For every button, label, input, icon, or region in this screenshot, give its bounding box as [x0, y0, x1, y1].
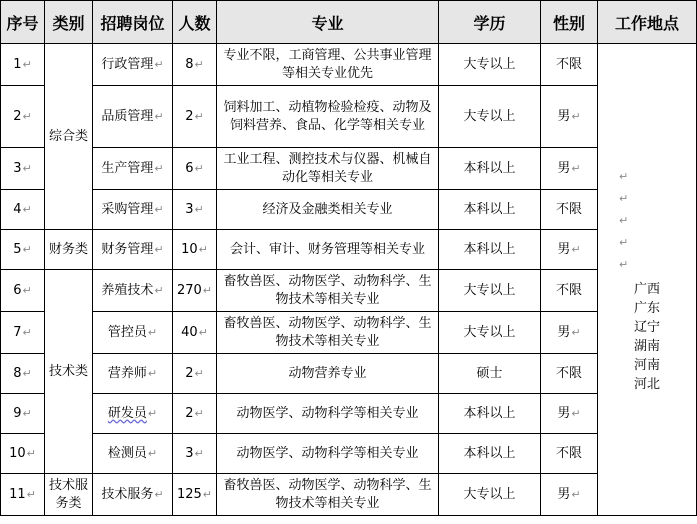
location-para-marks: ↵ ↵ ↵ ↵ ↵ [619, 169, 629, 271]
cell-education: 本科以上 [439, 394, 541, 434]
cell-position: 财务管理↵ [93, 230, 173, 270]
cell-seq: 11↵ [1, 474, 45, 516]
cell-gender: 男↵ [541, 86, 598, 148]
cell-gender: 男↵ [541, 312, 598, 354]
cell-gender: 男↵ [541, 394, 598, 434]
header-position: 招聘岗位 [93, 1, 173, 44]
cell-category-tech: 技术类 [45, 270, 93, 474]
cell-gender: 不限 [541, 270, 598, 312]
header-count: 人数 [173, 1, 217, 44]
cell-gender: 不限 [541, 434, 598, 474]
cell-major: 经济及金融类相关专业 [217, 190, 439, 230]
cell-count: 270↵ [173, 270, 217, 312]
cell-education: 本科以上 [439, 434, 541, 474]
location-item: 河北 [633, 376, 660, 392]
cell-location [598, 44, 697, 516]
location-item: 广东 [633, 300, 660, 316]
cell-position: 采购管理↵ [93, 190, 173, 230]
cell-count: 2↵ [173, 394, 217, 434]
cell-position: 检测员↵ [93, 434, 173, 474]
cell-education: 大专以上 [439, 44, 541, 86]
header-seq: 序号 [1, 1, 45, 44]
header-category: 类别 [45, 1, 93, 44]
cell-category-general: 综合类 [45, 44, 93, 230]
table-row [1, 434, 697, 474]
table-row [1, 394, 697, 434]
cell-category-finance: 财务类 [45, 230, 93, 270]
cell-major: 畜牧兽医、动物医学、动物科学、生物技术等相关专业 [217, 312, 439, 354]
cell-major: 会计、审计、财务管理等相关专业 [217, 230, 439, 270]
cell-count: 3↵ [173, 190, 217, 230]
cell-seq: 4↵ [1, 190, 45, 230]
cell-count: 2↵ [173, 86, 217, 148]
table-row [1, 44, 697, 86]
cell-count: 40↵ [173, 312, 217, 354]
cell-position: 生产管理↵ [93, 148, 173, 190]
cell-major: 动物医学、动物科学等相关专业 [217, 394, 439, 434]
cell-position: 养殖技术↵ [93, 270, 173, 312]
cell-major: 专业不限，工商管理、公共事业管理等相关专业优先 [217, 44, 439, 86]
cell-position: 技术服务↵ [93, 474, 173, 516]
cell-seq: 3↵ [1, 148, 45, 190]
location-item: 广西 [633, 281, 660, 297]
cell-count: 3↵ [173, 434, 217, 474]
cell-position: 品质管理↵ [93, 86, 173, 148]
header-location: 工作地点 [598, 1, 697, 44]
location-item: 河南 [633, 357, 660, 373]
table-row [1, 270, 697, 312]
cell-gender: 不限 [541, 190, 598, 230]
cell-gender: 男↵ [541, 230, 598, 270]
location-list [599, 276, 695, 394]
table-row [1, 148, 697, 190]
cell-seq: 7↵ [1, 312, 45, 354]
cell-seq: 5↵ [1, 230, 45, 270]
cell-count: 10↵ [173, 230, 217, 270]
cell-seq: 6↵ [1, 270, 45, 312]
cell-seq: 8↵ [1, 354, 45, 394]
cell-gender: 不限 [541, 44, 598, 86]
cell-major: 动物医学、动物科学等相关专业 [217, 434, 439, 474]
table-row [1, 86, 697, 148]
table-header-row [1, 1, 697, 44]
cell-seq: 9↵ [1, 394, 45, 434]
header-gender: 性别 [541, 1, 598, 44]
cell-education: 大专以上 [439, 86, 541, 148]
cell-category-tech-service: 技术服务类 [45, 474, 93, 516]
cell-position: 管控员↵ [93, 312, 173, 354]
cell-count: 6↵ [173, 148, 217, 190]
cell-position: 行政管理↵ [93, 44, 173, 86]
location-item: 湖南 [633, 338, 660, 354]
cell-education: 大专以上 [439, 312, 541, 354]
cell-major: 动物营养专业 [217, 354, 439, 394]
cell-major: 畜牧兽医、动物医学、动物科学、生物技术等相关专业 [217, 474, 439, 516]
table-row [1, 312, 697, 354]
header-education: 学历 [439, 1, 541, 44]
header-major: 专业 [217, 1, 439, 44]
cell-seq: 10↵ [1, 434, 45, 474]
cell-major: 饲料加工、动植物检验检疫、动物及饲料营养、食品、化学等相关专业 [217, 86, 439, 148]
table-row [1, 190, 697, 230]
cell-education: 大专以上 [439, 270, 541, 312]
table-row [1, 230, 697, 270]
location-item: 辽宁 [633, 319, 660, 335]
cell-education: 大专以上 [439, 474, 541, 516]
cell-education: 硕士 [439, 354, 541, 394]
cell-gender: 男↵ [541, 148, 598, 190]
cell-count: 2↵ [173, 354, 217, 394]
cell-position: 研发员↵ [93, 394, 173, 434]
table-row [1, 354, 697, 394]
cell-major: 畜牧兽医、动物医学、动物科学、生物技术等相关专业 [217, 270, 439, 312]
cell-education: 本科以上 [439, 230, 541, 270]
cell-seq: 2↵ [1, 86, 45, 148]
cell-gender: 不限 [541, 354, 598, 394]
cell-gender: 男↵ [541, 474, 598, 516]
cell-seq: 1↵ [1, 44, 45, 86]
cell-count: 125↵ [173, 474, 217, 516]
cell-education: 本科以上 [439, 148, 541, 190]
cell-major: 工业工程、测控技术与仪器、机械自动化等相关专业 [217, 148, 439, 190]
cell-count: 8↵ [173, 44, 217, 86]
table-row [1, 474, 697, 516]
cell-position: 营养师↵ [93, 354, 173, 394]
cell-education: 本科以上 [439, 190, 541, 230]
